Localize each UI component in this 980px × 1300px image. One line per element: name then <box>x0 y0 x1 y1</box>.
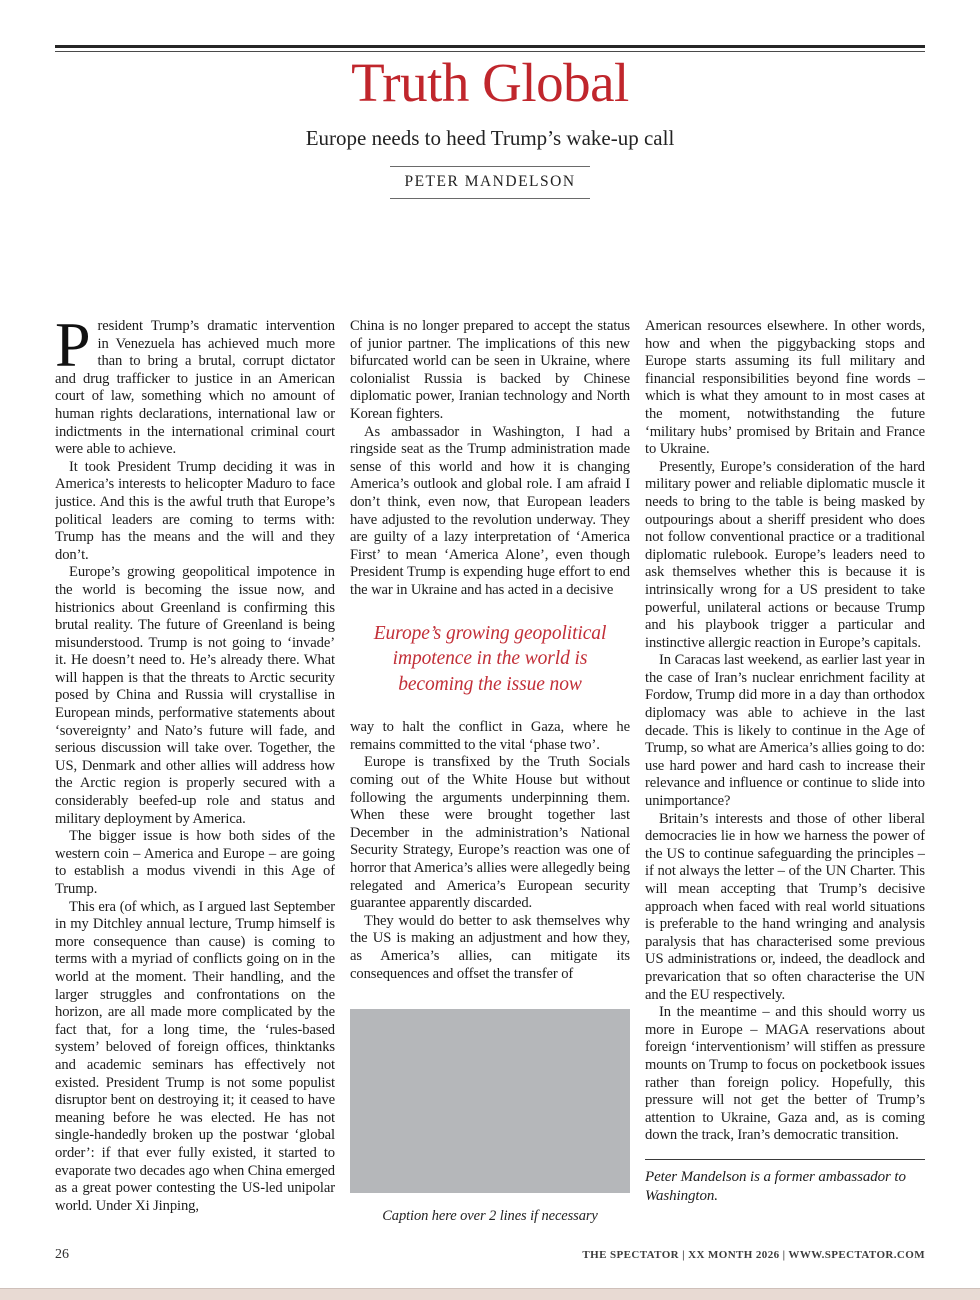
byline: PETER MANDELSON <box>404 172 576 190</box>
paragraph: The bigger issue is how both sides of the western coin – America and Europe – are going to establish a modus vivendi in this Age of Trump. <box>55 828 335 897</box>
page-subtitle: Europe needs to heed Trump’s wake-up call <box>305 125 675 150</box>
figure-caption: Caption here over 2 lines if necessary <box>382 1208 598 1225</box>
paragraph: Britain’s interests and those of other liberal democracies lie in how we harness the power of the US to continue safeguarding the principles – if not always the letter – of the UN Charter. This will mean accepting that Trump’s decisive approach when faced with real world situations is preferable to the hand wringing and analysis paralysis that has characterised some previous US administrations or, indeed, the deadlock and prevarication that so often characterise the UN and the EU respectively. <box>645 810 925 1003</box>
paragraph: It took President Trump deciding it was in America’s interests to helicopter Maduro to face justice. And this is the awful truth that Europe’s political leaders are coming to terms with: Trump has the means and the will and they don’t. <box>55 458 335 563</box>
paragraph-text: resident Trump’s dramatic intervention in Venezuela has achieved much more than to bring a brutal, corrupt dictator and drug trafficker to justice in an American court of law, something which no amount of human rights declarations, international law or indictments in the international criminal court were able to achieve. <box>55 318 335 458</box>
paragraph: They would do better to ask themselves why the US is making an adjustment and how they, as America’s allies, can mitigate its consequences and offset the transfer of <box>350 912 630 982</box>
paragraph <box>55 318 335 459</box>
column-3 <box>645 318 925 1264</box>
pull-quote: Europe’s growing geopolitical impotence in the world is becoming the issue now <box>373 622 607 696</box>
paragraph: Presently, Europe’s consideration of the hard military power and reliable diplomatic muscle it needs to bring to the table is being masked by outpourings about a sheriff president who does not follow conventional practice or a traditional diplomatic rulebook. Europe’s leaders need to ask themselves whether this is because it is intrinsically wrong for a US president to take powerful, unilateral actions or because Trump and his playbook trigger a particular and instinctive allergic reaction in Europe’s capitals. <box>645 458 925 651</box>
paragraph: In the meantime – and this should worry us more in Europe – MAGA reservations about foreign ‘interventionism’ will stiffen as pressure mounts on Trump to focus on pocketbook issues rather than foreign policy. Hopefully, this pressure will not get the better of Trump’s attention to Ukraine, Gaza and, as is coming down the track, Iran’s democratic transition. <box>645 1004 925 1144</box>
paragraph: American resources elsewhere. In other words, how and when the piggybacking stops and Europe starts assuming its full military and financial responsibilities beyond fine words – which is what they amount to in most cases at the moment, notwithstanding the future ‘military hubs’ promised by Britain and France to Ukraine. <box>645 318 925 458</box>
paragraph: Europe is transfixed by the Truth Socials coming out of the White House but without following the arguments underpinning them. When these were brought together last December in the administration’s National Security Strategy, Europe’s reaction was one of horror that America’s allies were allegedly being relegated and America’s European security guarantee apparently discarded. <box>350 754 630 912</box>
image-placeholder <box>350 1009 630 1193</box>
paragraph: This era (of which, as I argued last September in my Ditchley annual lecture, Trump himself is more consequence than cause) is coming to terms with a myriad of conflicts going on in the world at the moment. Their handling, and the larger struggles and confrontations on the horizon, are all made more complicated by the fact that, for a long time, the ‘rules-based system’ beloved of foreign offices, thinktanks and academic seminars has effectively not existed. President Trump is not some populist disruptor bent on destroying it; it ceased to have meaning before he was elected. He has not single-handedly broken up the postwar ‘global order’: if that ever fully existed, it started to evaporate two decades ago when China emerged as a great power contesting the US-led unipolar world. Under Xi Jinping, <box>55 898 335 1214</box>
paragraph: Europe’s growing geopolitical impotence in the world is becoming the issue now, and histrionics about Greenland is confirming this brutal reality. The future of Greenland is being misunderstood. Trump is not going to ‘invade’ it. He doesn’t need to. He’s already there. What will happen is that the threats to Arctic security posed by China and Russia will crystallise in European minds, performative statements about ‘sovereignty’ and Nato’s future will fade, and serious discussion will take over. Together, the US, Denmark and other allies will address how the Arctic region is properly secured with a considerably beefed-up role and status and military deployment by America. <box>55 564 335 827</box>
byline-rule-box <box>390 166 589 199</box>
paragraph: As ambassador in Washington, I had a ringside seat as the Trump administration made sense of this world and how it is changing America’s outlook and global role. I am afraid I don’t think, even now, that European leaders have adjusted to the revolution underway. They are guilty of a lazy interpretation of ‘America First’ to mean ‘America Alone’, even though President Trump is expending huge effort to end the war in Ukraine and has acted in a decisive <box>350 423 630 598</box>
column-2 <box>350 318 630 1264</box>
next-page-edge <box>0 1288 980 1300</box>
author-bio: Peter Mandelson is a former ambassador to Washington. <box>645 1159 925 1206</box>
page-title: Truth Global <box>351 52 629 113</box>
column-1 <box>55 318 335 1264</box>
footer-credit: THE SPECTATOR | XX MONTH 2026 | WWW.SPECTATOR.COM <box>582 1249 925 1261</box>
paragraph: In Caracas last weekend, as earlier last year in the case of Iran’s nuclear enrichment facility at Fordow, Trump did more in a day than orthodox diplomacy was able to achieve in the last decade. This is likely to continue in the Age of Trump, so what are America’s allies going to do: use hard power and hard cash to increase their relevance and influence or continue to slide into unimportance? <box>645 652 925 810</box>
article-body <box>55 318 925 1264</box>
page-footer <box>55 1247 925 1263</box>
article-header <box>0 54 980 199</box>
page-number: 26 <box>55 1247 69 1262</box>
top-double-rule <box>55 45 925 52</box>
drop-cap: P <box>55 318 91 380</box>
paragraph: way to halt the conflict in Gaza, where he remains committed to the vital ‘phase two’. <box>350 719 630 753</box>
paragraph: China is no longer prepared to accept the status of junior partner. The implications of this new bifurcated world can be seen in Ukraine, where colonialist Russia is backed by Chinese diplomatic power, Iranian technology and North Korean fighters. <box>350 318 630 422</box>
